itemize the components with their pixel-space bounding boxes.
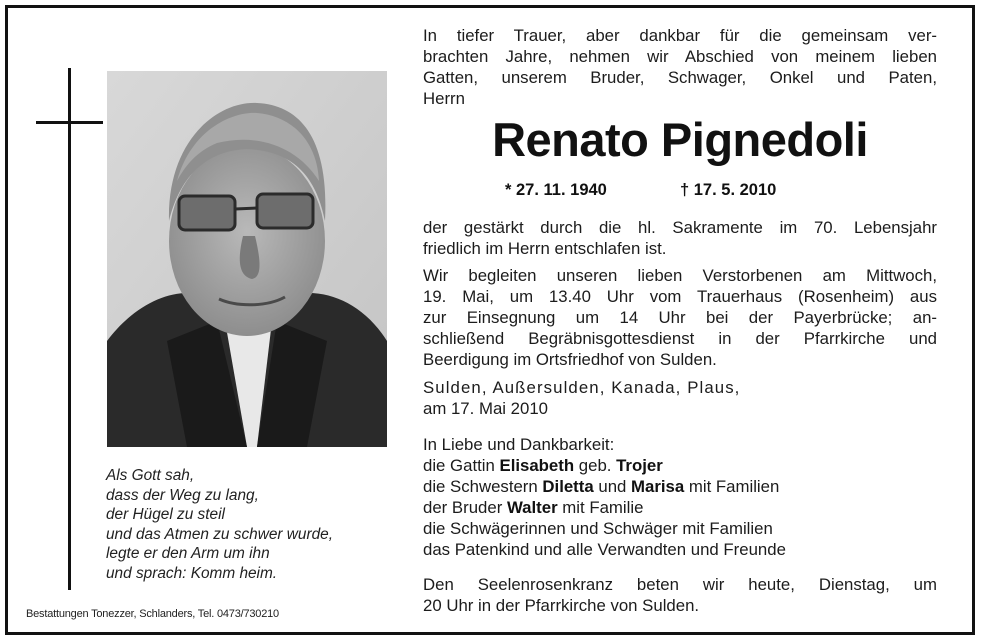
- poem-line: legte er den Arm um ihn: [106, 545, 270, 563]
- funeral-line: schließend Begräbnisgottesdienst in der Pfarrkirche und: [423, 329, 937, 348]
- funeral-line: Beerdigung im Ortsfriedhof von Sulden.: [423, 350, 717, 369]
- poem-line: und sprach: Komm heim.: [106, 564, 278, 582]
- poem-line: dass der Weg zu lang,: [106, 486, 259, 504]
- sacrament-line: friedlich im Herrn entschlafen ist.: [423, 239, 667, 258]
- mourner-inlaws: die Schwägerinnen und Schwäger mit Familien: [423, 519, 773, 538]
- funeral-line: zur Einsegnung um 14 Uhr bei der Payerbrücke; an-: [423, 308, 937, 327]
- sister-name: Marisa: [631, 477, 685, 496]
- intro-line: Gatten, unserem Bruder, Schwager, Onkel und Paten,: [423, 68, 937, 87]
- sacrament-line: der gestärkt durch die hl. Sakramente im 70. Lebensjahr: [423, 218, 937, 237]
- death-date: † 17. 5. 2010: [680, 181, 777, 199]
- portrait-photo: [107, 71, 387, 447]
- funeral-line: 19. Mai, um 13.40 Uhr vom Trauerhaus (Rosenheim) aus: [423, 287, 937, 306]
- portrait-image: [107, 71, 387, 447]
- mourner-text: die Gattin: [423, 456, 500, 475]
- mourner-sisters: [423, 476, 937, 497]
- place-date-block: [423, 377, 937, 419]
- brother-name: Walter: [506, 498, 558, 517]
- mourner-text: mit Familie: [557, 498, 644, 517]
- poem-line: und das Atmen zu schwer wurde,: [106, 525, 333, 543]
- intro-line: brachten Jahre, nehmen wir Abschied von meinem lieben: [423, 47, 937, 66]
- rosary-line: 20 Uhr in der Pfarrkirche von Sulden.: [423, 596, 700, 615]
- cross-icon-vertical: [68, 68, 71, 590]
- sister-name: Diletta: [542, 477, 594, 496]
- wife-name: Elisabeth: [499, 456, 575, 475]
- mourners-block: [423, 434, 937, 560]
- rosary-line: Den Seelenrosenkranz beten wir heute, Dienstag, um: [423, 575, 937, 594]
- poem-line: der Hügel zu steil: [106, 506, 225, 524]
- deceased-name: Renato Pignedoli: [492, 113, 868, 166]
- place-line: Sulden, Außersulden, Kanada, Plaus,: [423, 378, 741, 397]
- mourner-text: und: [593, 477, 632, 496]
- poem: [106, 466, 396, 584]
- intro-line: Herrn: [423, 89, 465, 108]
- sacrament-paragraph: [423, 217, 937, 259]
- mourner-text: mit Familien: [684, 477, 780, 496]
- funeral-home-footer: Bestattungen Tonezzer, Schlanders, Tel. 0473/730210: [26, 608, 279, 620]
- mourner-wife: [423, 455, 937, 476]
- cross-icon-horizontal: [36, 121, 103, 124]
- date-line: am 17. Mai 2010: [423, 399, 548, 418]
- mourner-text: der Bruder: [423, 498, 507, 517]
- birth-date: * 27. 11. 1940: [505, 181, 607, 199]
- poem-line: Als Gott sah,: [106, 467, 195, 484]
- mourner-text: geb.: [574, 456, 617, 475]
- funeral-paragraph: [423, 265, 937, 370]
- mourner-brother: [423, 497, 937, 518]
- mourner-godchild: das Patenkind und alle Verwandten und Freunde: [423, 540, 786, 559]
- intro-paragraph: [423, 25, 937, 109]
- funeral-line: Wir begleiten unseren lieben Verstorbenen am Mittwoch,: [423, 266, 937, 285]
- rosary-paragraph: [423, 574, 937, 616]
- wife-maiden-name: Trojer: [616, 456, 663, 475]
- mourner-text: die Schwestern: [423, 477, 543, 496]
- intro-line: In tiefer Trauer, aber dankbar für die gemeinsam ver-: [423, 26, 937, 45]
- mourners-heading: In Liebe und Dankbarkeit:: [423, 435, 615, 454]
